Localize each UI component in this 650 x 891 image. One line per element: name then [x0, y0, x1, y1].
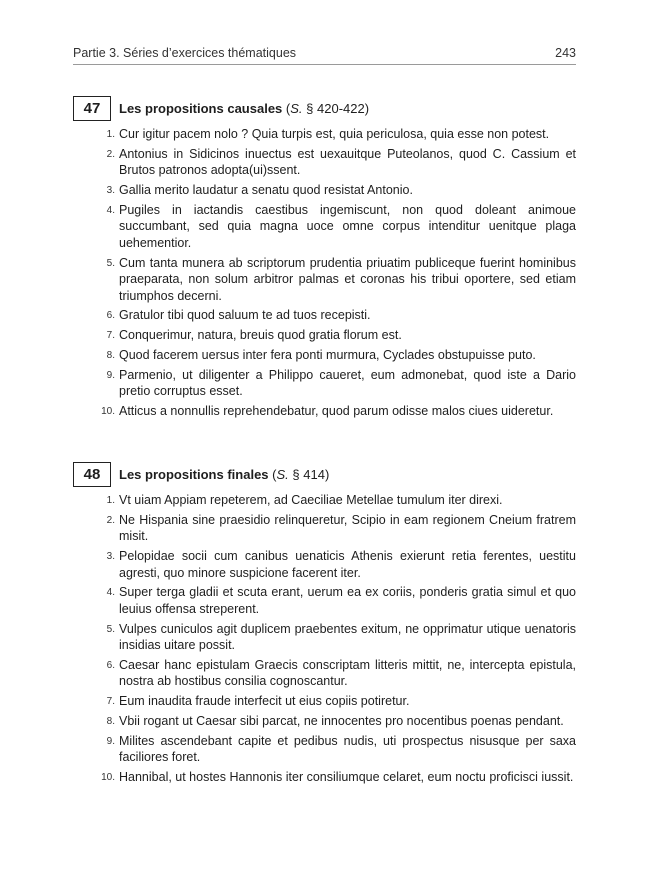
- list-item: 7. Eum inaudita fraude interfecit ut eius copiis potiretur.: [106, 694, 410, 709]
- section-title-text: Les propositions causales: [119, 101, 283, 116]
- exercise-number-box: 47: [73, 96, 111, 121]
- list-item: 9. Parmenio, ut diligenter a Philippo caueret, eum admonebat, quod iste a Dario pretio corruptus esset.: [106, 367, 576, 399]
- section-heading: [73, 462, 576, 489]
- sentence-list: [73, 492, 576, 786]
- sentence-list: [73, 126, 576, 420]
- list-item: 3. Pelopidae socii cum canibus uenaticis Athenis exierunt retia ferentes, uestitu agresti, quo minore suspicione facerent iter.: [106, 549, 576, 580]
- section-reference: (S. § 420-422): [285, 101, 370, 116]
- list-item: 2. Ne Hispania sine praesidio relinqueretur, Scipio in eam regionem Cneium fratrem misit.: [106, 512, 576, 544]
- running-header-title: Partie 3. Séries d’exercices thématiques: [73, 46, 297, 60]
- list-item: 2. Antonius in Sidicinos inuectus est uexauitque Puteolanos, quod C. Cassium et Brutos patronos adopta(ui)ssent.: [106, 146, 576, 178]
- exercise-number-box: 48: [73, 462, 111, 487]
- section-title: [119, 467, 329, 482]
- list-item: 7. Conquerimur, natura, breuis quod gratia florum est.: [106, 328, 402, 343]
- running-header: [73, 44, 576, 65]
- exercise-section-47: [73, 96, 576, 423]
- list-item: 5. Cum tanta munera ab scriptorum prudentia priuatim publiceque fuerint hominibus praeparata, non solum arbitror palmas et coronas his tribui oportere, sed etiam triumphos decerni.: [106, 255, 576, 303]
- exercise-section-48: [73, 462, 576, 789]
- list-item: 4. Super terga gladii et scuta erant, uerum ea ex coriis, ponderis gratia simul et quo leuius offensa streperent.: [106, 585, 576, 616]
- section-title-text: Les propositions finales: [119, 467, 269, 482]
- section-title: [119, 101, 369, 116]
- list-item: 1. Vt uiam Appiam repeterem, ad Caeciliae Metellae tumulum iter direxi.: [106, 493, 503, 507]
- list-item: 8. Vbii rogant ut Caesar sibi parcat, ne innocentes pro nocentibus poenas pendant.: [106, 714, 564, 729]
- list-item: 9. Milites ascendebant capite et pedibus nudis, uti prospectus nisusque per saxa faciliores foret.: [106, 733, 576, 765]
- list-item: 10. Atticus a nonnullis reprehendebatur, quod parum odisse malos ciues uideretur.: [101, 404, 554, 419]
- list-item: 6. Caesar hanc epistulam Graecis conscriptam litteris mittit, ne, intercepta epistula, nostra ab hostibus consilia cognoscantur.: [106, 657, 576, 689]
- list-item: 5. Vulpes cuniculos agit duplicem praebentes exitum, ne opprimatur utique uenatoris insidias uitare possit.: [106, 621, 576, 653]
- section-reference: (S. § 414): [272, 467, 330, 482]
- list-item: 6. Gratulor tibi quod saluum te ad tuos recepisti.: [106, 308, 371, 323]
- list-item: 1. Cur igitur pacem nolo ? Quia turpis est, quia periculosa, quia esse non potest.: [106, 127, 550, 141]
- list-item: 10. Hannibal, ut hostes Hannonis iter consiliumque celaret, eum noctu proficisci iussit.: [101, 770, 574, 785]
- list-item: 3. Gallia merito laudatur a senatu quod resistat Antonio.: [106, 183, 413, 198]
- list-item: 4. Pugiles in iactandis caestibus ingemiscunt, non quod doleant animoue succumbant, sed quia magna uoce omne corpus intenditur uenitque plaga uehementior.: [106, 202, 576, 250]
- section-heading: [73, 96, 576, 123]
- page-number: 243: [555, 46, 576, 60]
- list-item: 8. Quod facerem uersus inter fera ponti murmura, Cyclades obstupuisse puto.: [106, 348, 536, 363]
